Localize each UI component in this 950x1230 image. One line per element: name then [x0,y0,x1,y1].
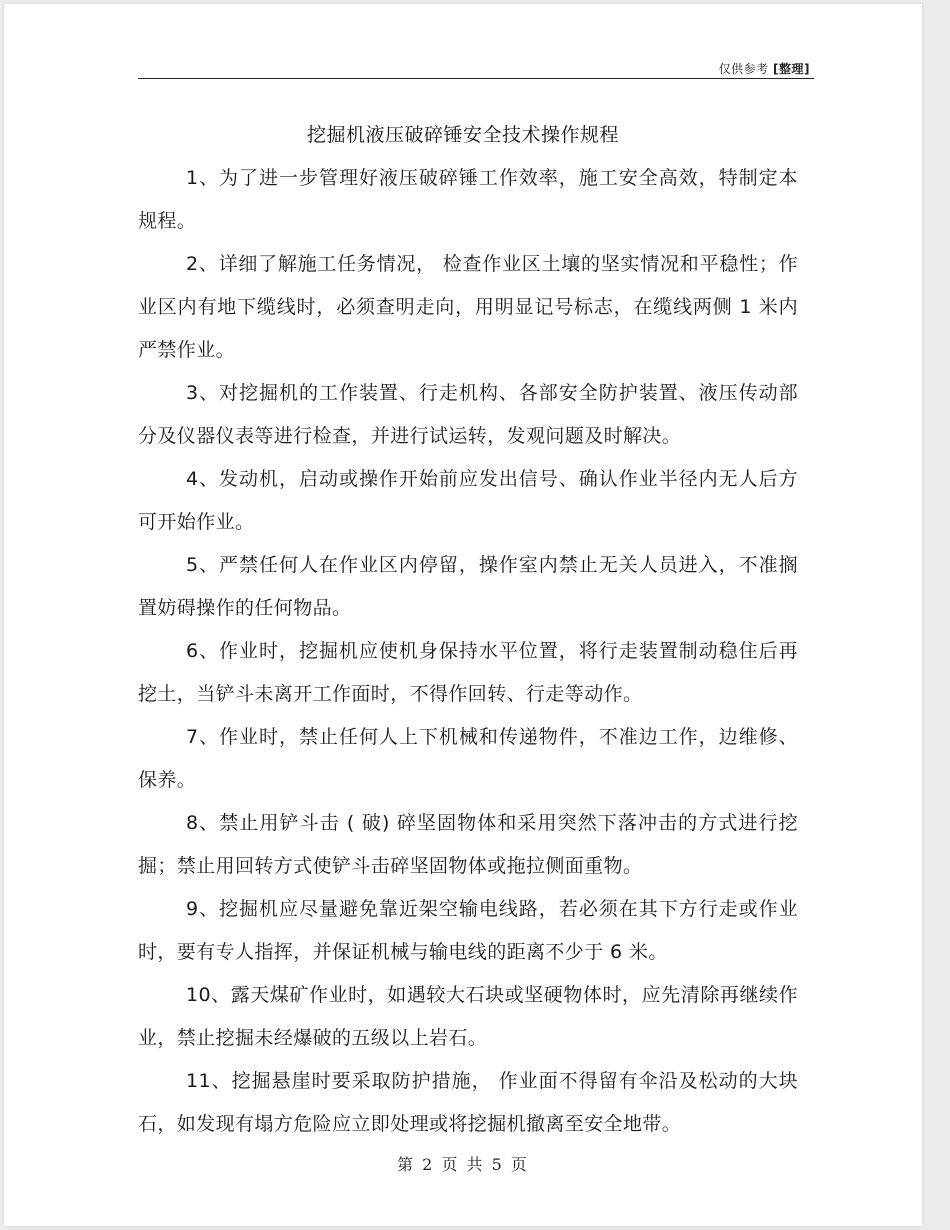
paragraph-10: 10、露天煤矿作业时，如遇较大石块或坚硬物体时，应先清除再继续作业，禁止挖掘未经爆破的五级以上岩石。 [138,984,798,1049]
document-body [138,157,798,1146]
paragraph-9: 9、挖掘机应尽量避免靠近架空输电线路，若必须在其下方行走或作业时，要有专人指挥，并保证机械与输电线的距离不少于 6 米。 [138,898,798,963]
page-number-footer: 第 2 页 共 5 页 [397,1155,529,1174]
paragraph-7: 7、作业时，禁止任何人上下机械和传递物件，不准边工作，边维修、保养。 [138,726,798,791]
paragraph-6: 6、作业时，挖掘机应使机身保持水平位置，将行走装置制动稳住后再挖土，当铲斗未离开工作面时，不得作回转、行走等动作。 [138,640,798,705]
paragraph-8: 8、禁止用铲斗击 ( 破) 碎坚固物体和采用突然下落冲击的方式进行挖掘；禁止用回转方式使铲斗击碎坚固物体或拖拉侧面重物。 [138,812,798,877]
paragraph-3: 3、对挖掘机的工作装置、行走机构、各部安全防护装置、液压传动部分及仪器仪表等进行检查，并进行试运转，发观问题及时解决。 [138,382,798,447]
header-note-text: 仅供参考 [718,62,769,76]
header-note-bracket: [整理] [773,62,810,76]
document-title: 挖掘机液压破碎锤安全技术操作规程 [306,124,619,146]
document-page [4,4,922,1226]
header-note [719,60,810,77]
paragraph-1: 1、为了进一步管理好液压破碎锤工作效率，施工安全高效，特制定本规程。 [138,167,798,232]
paragraph-11: 11、挖掘悬崖时要采取防护措施， 作业面不得留有伞沿及松动的大块石，如发现有塌方危险应立即处理或将挖掘机撤离至安全地带。 [138,1070,798,1135]
paragraph-4: 4、发动机，启动或操作开始前应发出信号、确认作业半径内无人后方可开始作业。 [138,468,798,533]
header-divider [138,78,814,79]
paragraph-2: 2、详细了解施工任务情况， 检查作业区土壤的坚实情况和平稳性；作业区内有地下缆线时，必须查明走向，用明显记号标志，在缆线两侧 1 米内严禁作业。 [138,253,798,361]
paragraph-5: 5、严禁任何人在作业区内停留，操作室内禁止无关人员进入，不准搁置妨碍操作的任何物品。 [138,554,798,619]
